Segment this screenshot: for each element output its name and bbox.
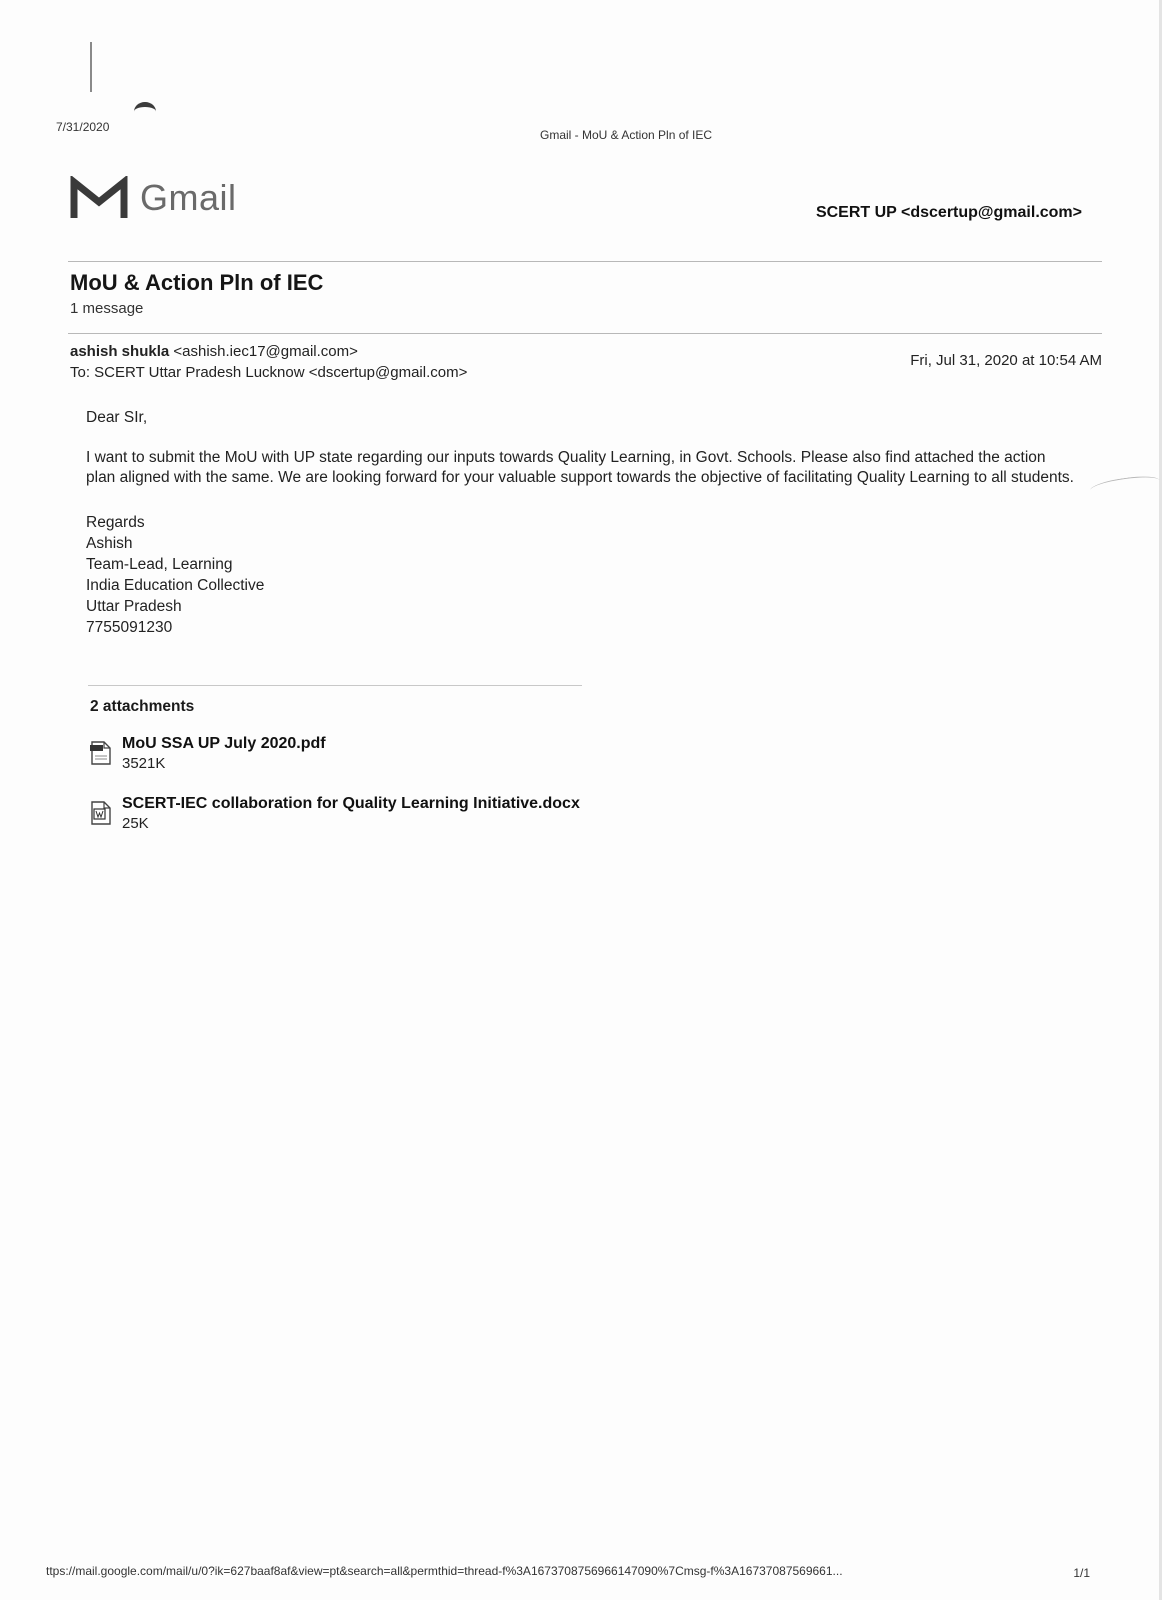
attachments-heading: 2 attachments — [90, 698, 195, 715]
scan-mark — [90, 42, 92, 92]
signature — [86, 512, 1076, 638]
print-title: Gmail - MoU & Action Pln of IEC — [540, 128, 713, 142]
sender-name: ashish shukla — [70, 343, 170, 360]
attachment-name[interactable]: SCERT-IEC collaboration for Quality Learning Initiative.docx — [122, 795, 580, 812]
gmail-logo-text: Gmail — [140, 177, 237, 218]
signature-line: Team-Lead, Learning — [86, 556, 233, 573]
signature-line: 7755091230 — [86, 619, 173, 636]
recipient-line: To: SCERT Uttar Pradesh Lucknow <dscertup@gmail.com> — [70, 364, 468, 381]
print-date: 7/31/2020 — [56, 120, 110, 134]
print-url: ttps://mail.google.com/mail/u/0?ik=627baaf8af&view=pt&search=all&permthid=thread-f%3A1673708756966147090%7Cmsg-f%3A16737087569661... — [46, 1564, 843, 1578]
scan-mark — [134, 102, 156, 121]
attachment-item[interactable] — [90, 734, 326, 774]
gmail-logo — [70, 176, 237, 220]
attachment-info — [122, 794, 580, 834]
signature-line: Uttar Pradesh — [86, 598, 182, 615]
divider — [68, 261, 1102, 262]
account-label: SCERT UP <dscertup@gmail.com> — [815, 204, 1082, 221]
greeting: Dear SIr, — [86, 409, 148, 426]
divider — [68, 333, 1102, 334]
signature-line: India Education Collective — [86, 577, 265, 594]
message-count: 1 message — [70, 300, 144, 317]
signature-line: Regards — [86, 514, 145, 531]
sender-line — [70, 343, 358, 360]
scan-mark — [1089, 473, 1160, 498]
page-number: 1/1 — [1073, 1566, 1090, 1580]
pdf-file-icon — [90, 740, 112, 766]
message-date: Fri, Jul 31, 2020 at 10:54 AM — [910, 352, 1102, 369]
signature-line: Ashish — [86, 535, 133, 552]
attachment-info — [122, 734, 326, 774]
divider — [88, 685, 582, 686]
docx-file-icon — [90, 800, 112, 826]
message-body — [86, 408, 1076, 638]
attachment-size: 3521K — [122, 755, 166, 772]
message-paragraph: I want to submit the MoU with UP state regarding our inputs towards Quality Learning, in Govt. Schools. Please also find attached the action plan aligned with the same. We are looking forward for your valuable support towards the objective of facilitating Quality Learning to all students. — [86, 449, 1074, 486]
gmail-m-icon — [70, 176, 128, 220]
attachment-size: 25K — [122, 815, 149, 832]
sender-email: <ashish.iec17@gmail.com> — [173, 343, 358, 360]
thread-subject: MoU & Action Pln of IEC — [70, 270, 324, 295]
attachment-item[interactable] — [90, 794, 580, 834]
attachment-name[interactable]: MoU SSA UP July 2020.pdf — [122, 735, 326, 752]
